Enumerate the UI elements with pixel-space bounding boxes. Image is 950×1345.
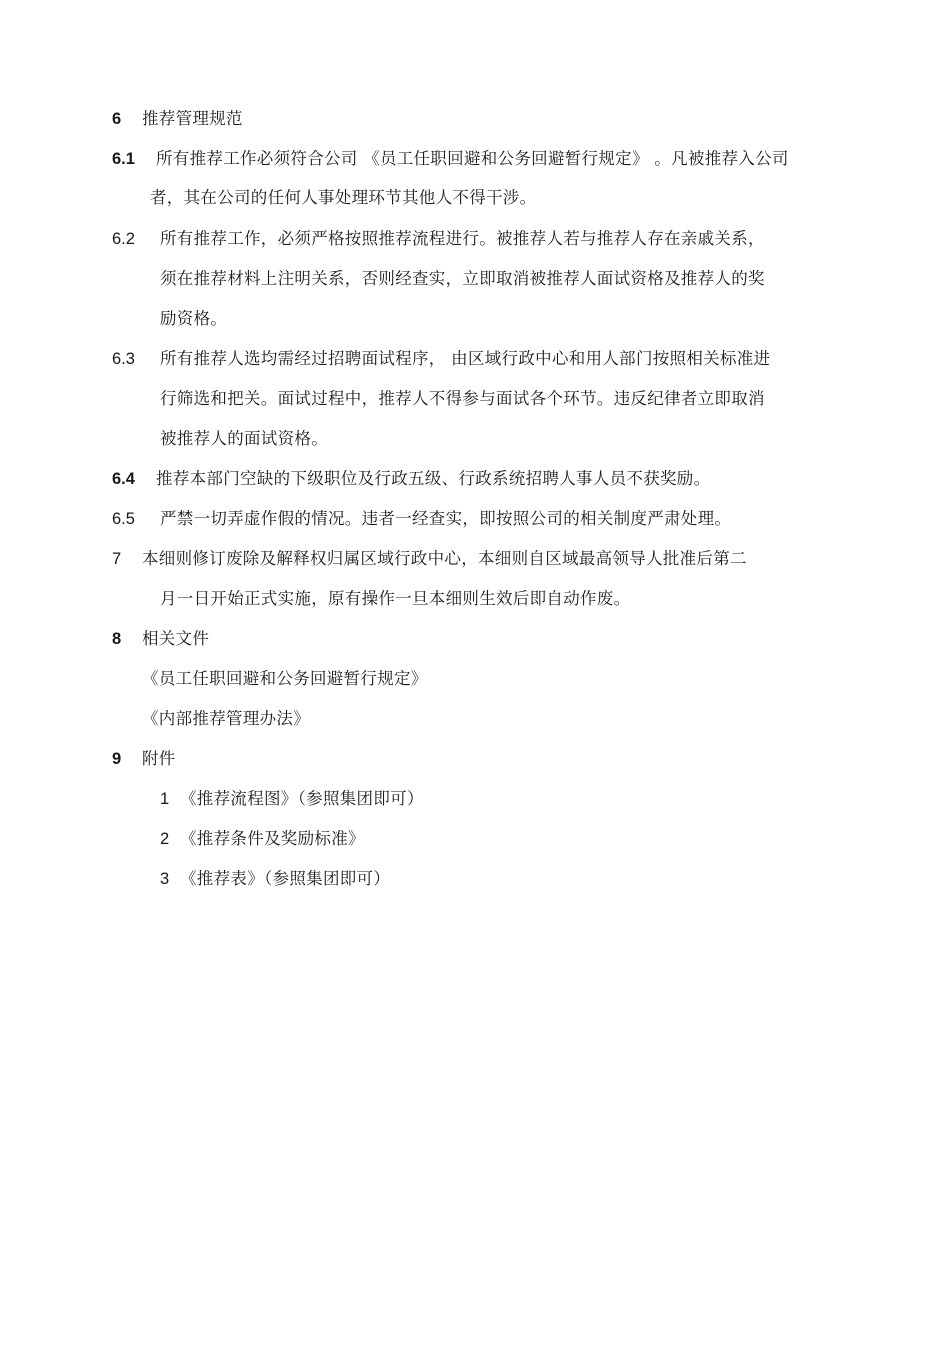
related-doc-1: 《员工任职回避和公务回避暂行规定》 <box>142 669 428 688</box>
clause-6-5-text: 严禁一切弄虚作假的情况。违者一经查实，即按照公司的相关制度严肃处理。 <box>160 509 732 528</box>
section-6-number: 6 <box>112 110 122 128</box>
clause-6-3-line-1: 所有推荐人选均需经过招聘面试程序， 由区域行政中心和用人部门按照相关标准进 <box>160 349 771 368</box>
clause-6-2-line-2: 须在推荐材料上注明关系，否则经查实，立即取消被推荐人面试资格及推荐人的奖 <box>160 269 765 288</box>
clause-6-5-number: 6.5 <box>112 510 135 528</box>
clause-6-4-text: 推荐本部门空缺的下级职位及行政五级、行政系统招聘人事人员不获奖励。 <box>156 469 711 488</box>
section-8-number: 8 <box>112 630 122 648</box>
clause-6-2-number: 6.2 <box>112 230 135 248</box>
clause-6-1-line-1: 所有推荐工作必须符合公司 《员工任职回避和公务回避暂行规定》 。凡被推荐入公司 <box>156 149 789 168</box>
attachment-3-text: 《推荐表》（参照集团即可） <box>180 869 391 888</box>
attachment-3-number: 3 <box>160 870 170 888</box>
section-9-number: 9 <box>112 750 122 768</box>
clause-6-2-line-1: 所有推荐工作，必须严格按照推荐流程进行。被推荐人若与推荐人存在亲戚关系， <box>160 229 765 248</box>
section-7-line-1: 本细则修订废除及解释权归属区域行政中心，本细则自区域最高领导人批准后第二 <box>142 549 747 568</box>
clause-6-3-line-2: 行筛选和把关。面试过程中，推荐人不得参与面试各个环节。违反纪律者立即取消 <box>160 389 765 408</box>
clause-6-3-number: 6.3 <box>112 350 135 368</box>
clause-6-3-line-3: 被推荐人的面试资格。 <box>160 429 328 448</box>
related-doc-2: 《内部推荐管理办法》 <box>142 709 310 728</box>
clause-6-1-number: 6.1 <box>112 150 135 168</box>
section-8-title: 相关文件 <box>142 629 210 648</box>
section-6-title: 推荐管理规范 <box>142 109 243 128</box>
section-9-title: 附件 <box>142 749 176 768</box>
attachment-1-number: 1 <box>160 790 170 808</box>
section-7-line-2: 月一日开始正式实施，原有操作一旦本细则生效后即自动作废。 <box>160 589 631 608</box>
clause-6-1-line-2: 者，其在公司的任何人事处理环节其他人不得干涉。 <box>150 188 537 207</box>
section-7-number: 7 <box>112 550 122 568</box>
attachment-2-number: 2 <box>160 830 170 848</box>
attachment-2-text: 《推荐条件及奖励标准》 <box>180 829 365 848</box>
clause-6-2-line-3: 励资格。 <box>160 309 228 328</box>
clause-6-4-number: 6.4 <box>112 470 135 488</box>
attachment-1-text: 《推荐流程图》（参照集团即可） <box>180 789 424 808</box>
